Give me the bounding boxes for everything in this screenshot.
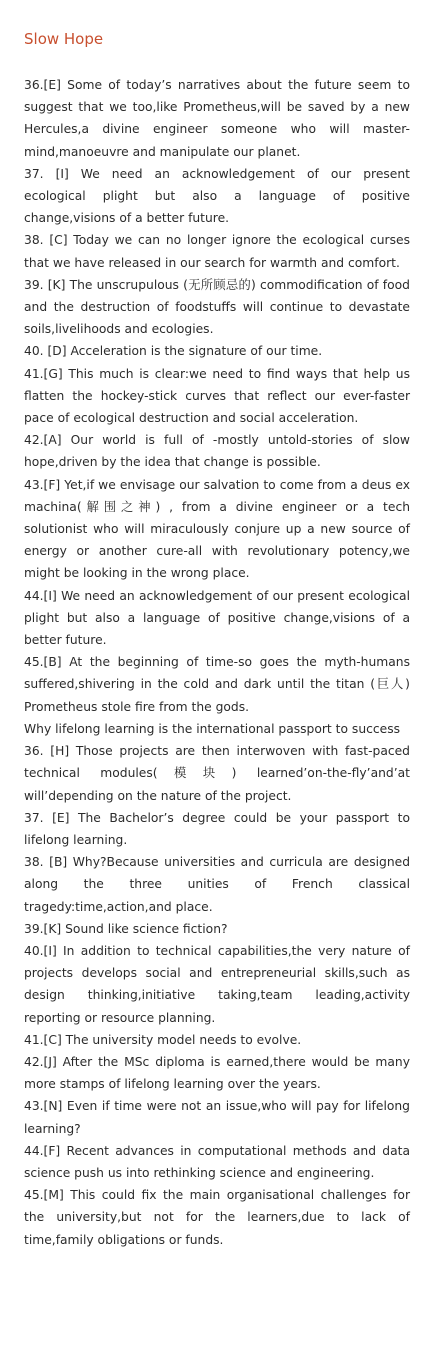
answer-item-41: 41.[C] The university model needs to evolve. [24,1032,302,1047]
answer-item-37: 37. [I] We need an acknowledgement of our present ecological plight but also a language of positive change,visions of a better future. [24,166,410,226]
answer-item-39: 39.[K] Sound like science fiction? [24,921,228,936]
answer-item-39: 39. [K] The unscrupulous (无所顾忌的) commodification of food and the destruction of foodstuffs will continue to devastate soils,livelihoods and ecologies. [24,277,410,337]
answer-item-36: 36.[E] Some of today’s narratives about the future seem to suggest that we too,like Prometheus,will be saved by a new Hercules,a divine engineer someone who will master-mind,manoeuvre and manipulate our planet. [24,78,410,159]
section-heading: Why lifelong learning is the international passport to success [24,721,401,736]
answer-section-lifelong-learning [24,718,410,1251]
answer-section-slow-hope [24,74,410,718]
answer-item-36: 36. [H] Those projects are then interwoven with fast-paced technical modules(模块) learned’on-the-fly’and’at will’depending on the nature of the project. [24,744,410,803]
answer-item-42: 42.[J] After the MSc diploma is earned,there would be many more stamps of lifelong learning over the years. [24,1054,410,1092]
answer-item-43: 43.[N] Even if time were not an issue,who will pay for lifelong learning? [24,1099,410,1136]
answer-item-38: 38. [B] Why?Because universities and curricula are designed along the three unities of French classical tragedy:time,action,and place. [24,855,410,914]
answer-item-38: 38. [C] Today we can no longer ignore the ecological curses that we have released in our search for warmth and comfort. [24,233,410,270]
answer-item-45: 45.[B] At the beginning of time-so goes the myth-humans suffered,shivering in the cold and dark until the titan (巨人) Prometheus stole fire from the gods. [24,655,410,714]
answer-item-44: 44.[I] We need an acknowledgement of our present ecological plight but also a language of positive change,visions of a better future. [24,588,410,648]
answer-item-44: 44.[F] Recent advances in computational methods and data science push us into rethinking science and engineering. [24,1143,410,1180]
answer-item-40: 40.[I] In addition to technical capabilities,the very nature of projects develops social and entrepreneurial skills,such as design thinking,initiative taking,team leading,activity reporting or resource planning. [24,943,410,1025]
answer-item-42: 42.[A] Our world is full of -mostly untold-stories of slow hope,driven by the idea that change is possible. [24,433,410,470]
answer-item-37: 37. [E] The Bachelor’s degree could be your passport to lifelong learning. [24,810,410,847]
answer-item-43: 43.[F] Yet,if we envisage our salvation to come from a deus ex machina(解围之神) , from a divine engineer or a tech solutionist who will miraculously conjure up a new source of energy or another cure-all with revolutionary potency,we might be looking in the wrong place. [24,477,410,581]
page-title: Slow Hope [24,30,104,48]
answer-item-45: 45.[M] This could fix the main organisational challenges for the university,but not for the learners,due to lack of time,family obligations or funds. [24,1188,410,1247]
answer-item-41: 41.[G] This much is clear:we need to find ways that help us flatten the hockey-stick curves that reflect our ever-faster pace of ecological destruction and social acceleration. [24,366,410,426]
answer-item-40: 40. [D] Acceleration is the signature of our time. [24,344,323,359]
